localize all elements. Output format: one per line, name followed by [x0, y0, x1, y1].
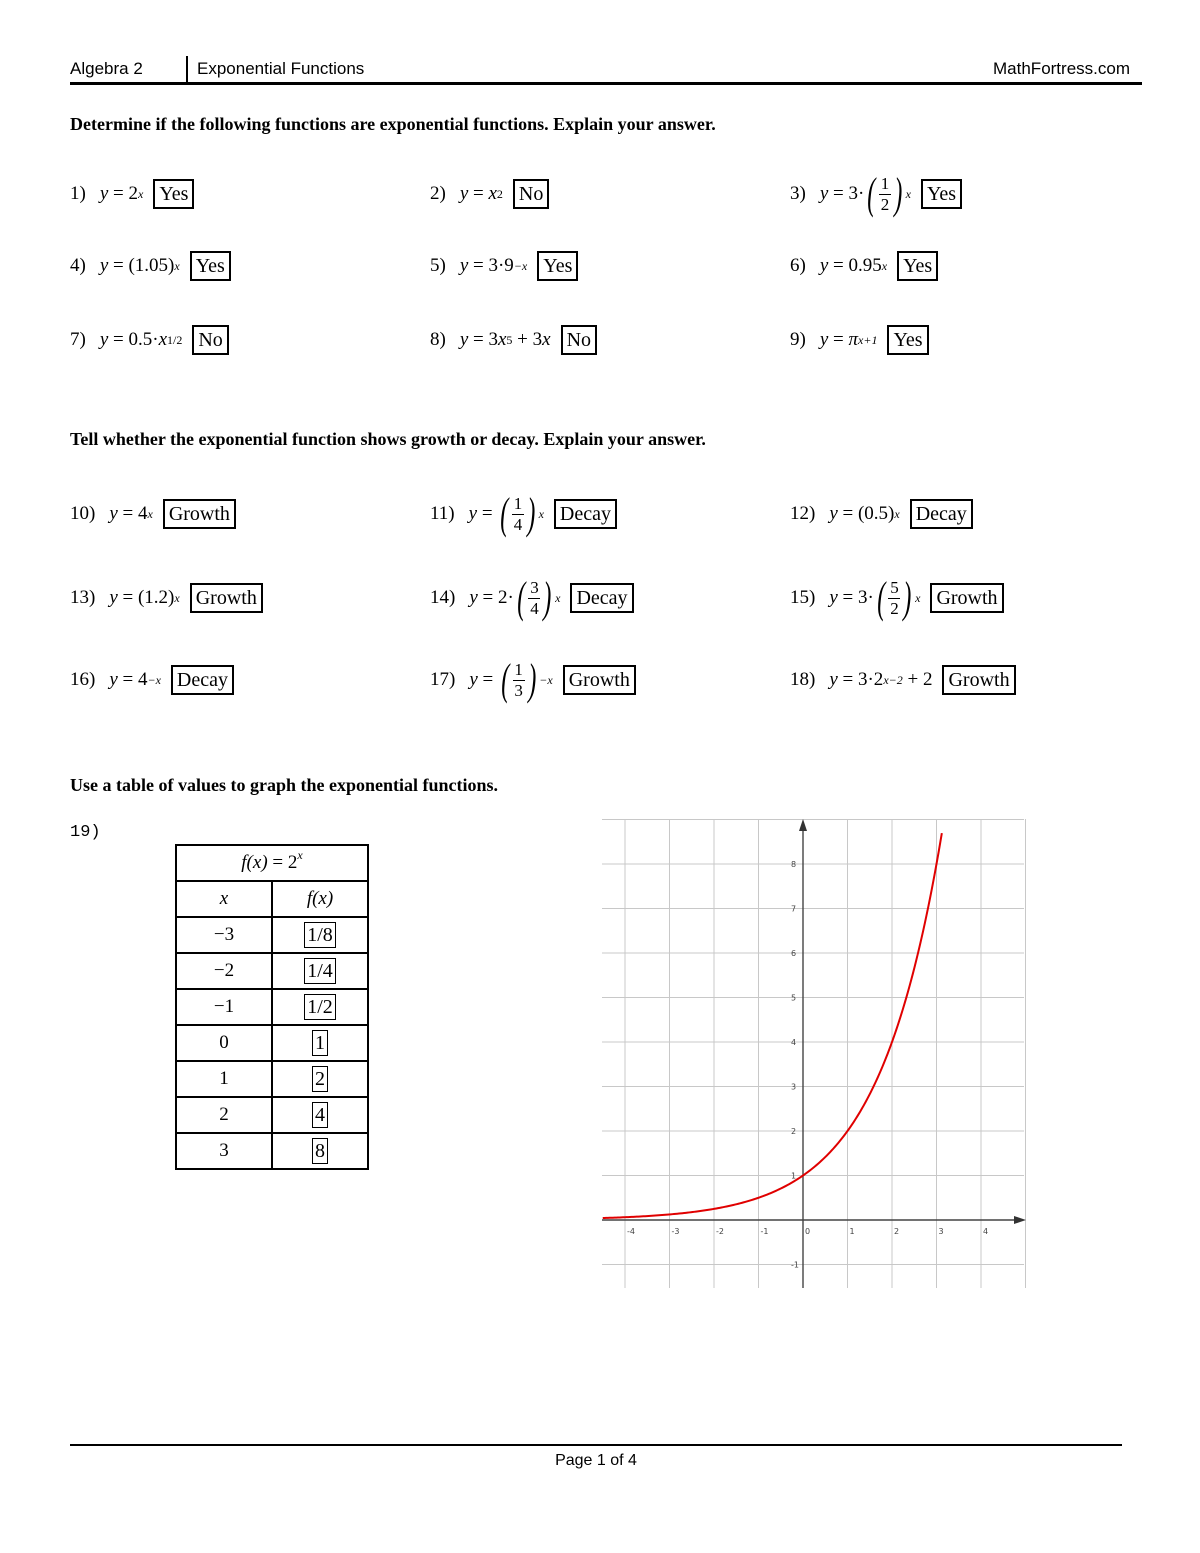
cell-x: −1	[176, 989, 272, 1025]
y-tick-label: 6	[791, 949, 797, 958]
problem-number: 12)	[790, 503, 816, 524]
cell-fx: 1/4	[304, 958, 336, 984]
x-tick-label: -4	[627, 1227, 635, 1236]
problem-number: 14)	[430, 587, 456, 608]
problem-expression: y = (0.5) x	[829, 503, 900, 524]
problem-number: 6)	[790, 255, 806, 276]
cell-x: −3	[176, 917, 272, 953]
problem-14	[430, 573, 634, 622]
problem-10	[70, 494, 236, 534]
problem-expression: y = 2· ( $\frac{3}{4}$ ) x	[469, 573, 561, 622]
problem-11	[430, 489, 617, 538]
problem-2	[430, 174, 549, 214]
table-row	[176, 917, 368, 953]
problem-expression: y = 3 x 5 + 3 x	[459, 329, 551, 350]
answer-box: Yes	[153, 179, 194, 209]
y-axis-arrow	[799, 819, 807, 831]
x-tick-label: 1	[849, 1227, 855, 1236]
cell-x: 2	[176, 1097, 272, 1133]
problem-number: 5)	[430, 255, 446, 276]
problem-expression: y = 4 −x	[109, 669, 161, 690]
answer-box: No	[192, 325, 228, 355]
cell-x: 1	[176, 1061, 272, 1097]
answer-box: Growth	[190, 583, 263, 613]
site-name: MathFortress.com	[993, 59, 1130, 78]
problem-7	[70, 320, 229, 360]
problem-number: 16)	[70, 669, 96, 690]
problem-6	[790, 246, 938, 286]
y-tick-label: 4	[791, 1038, 797, 1047]
answer-box: Yes	[537, 251, 578, 281]
problem-number: 11)	[430, 503, 455, 524]
problem-expression: y = π x+1	[819, 329, 878, 350]
table-title: $f(x) = 2^x$	[176, 845, 368, 881]
problem-expression: y = (1.2) x	[109, 587, 180, 608]
problem-number: 4)	[70, 255, 86, 276]
problem-13	[70, 578, 263, 618]
cell-fx: 1	[312, 1030, 328, 1056]
problem-expression: y = ( $\frac{1}{3}$ ) −x	[469, 655, 553, 704]
table-row	[176, 1133, 368, 1169]
section2-title: Tell whether the exponential function shows growth or decay. Explain your answer.	[70, 429, 706, 449]
problem-number: 15)	[790, 587, 816, 608]
problem-expression: y = 3· ( $\frac{5}{2}$ ) x	[829, 573, 921, 622]
problem-number: 7)	[70, 329, 86, 350]
y-tick-label: 8	[791, 860, 797, 869]
cell-fx: 1/8	[304, 922, 336, 948]
problem-expression: y = ( $\frac{1}{4}$ ) x	[468, 489, 544, 538]
table-row	[176, 1097, 368, 1133]
problem-expression: y = 4 x	[109, 503, 153, 524]
problem-18	[790, 660, 1016, 700]
problem-8	[430, 320, 597, 360]
problem-15	[790, 573, 1004, 622]
problem-expression: y = 3·2 x−2 + 2	[829, 669, 933, 690]
x-tick-label: -1	[760, 1227, 769, 1236]
answer-box: Decay	[910, 499, 973, 529]
problem-17	[430, 655, 636, 704]
problem-expression: y = 3·9 −x	[459, 255, 528, 276]
problem-number: 18)	[790, 669, 816, 690]
answer-box: Decay	[570, 583, 633, 613]
problem-12	[790, 494, 973, 534]
problem-4	[70, 246, 231, 286]
cell-fx: 8	[312, 1138, 328, 1164]
section3-title: Use a table of values to graph the exponential functions.	[70, 775, 499, 795]
problem-number: 1)	[70, 183, 86, 204]
cell-fx: 1/2	[304, 994, 336, 1020]
cell-x: 3	[176, 1133, 272, 1169]
answer-box: Growth	[563, 665, 636, 695]
y-tick-label: -1	[791, 1260, 799, 1270]
table-row	[176, 1061, 368, 1097]
y-tick-label: 7	[791, 904, 797, 914]
answer-box: Decay	[171, 665, 234, 695]
x-tick-label: -2	[716, 1227, 724, 1236]
problem-expression: y = 0.5· x 1/2	[99, 329, 183, 350]
x-axis-arrow	[1014, 1216, 1026, 1224]
problem-expression: y = 3· ( $\frac{1}{2}$ ) x	[819, 169, 911, 218]
problem-expression: y = 0.95 x	[819, 255, 888, 276]
answer-box: Growth	[942, 665, 1015, 695]
x-tick-label: 3	[938, 1227, 944, 1236]
cell-fx: 4	[312, 1102, 328, 1128]
problem-number: 13)	[70, 587, 96, 608]
cell-fx: 2	[312, 1066, 328, 1092]
topic-name: Exponential Functions	[197, 59, 365, 78]
problem-expression: y = 2 x	[99, 183, 144, 204]
section1-title: Determine if the following functions are exponential functions. Explain your answer.	[70, 114, 716, 134]
header-separator	[186, 56, 188, 82]
answer-box: Yes	[921, 179, 962, 209]
exponential-graph	[600, 815, 1030, 1290]
problem-expression: y = x 2	[459, 183, 503, 204]
page-number: Page 1 of 4	[555, 1452, 637, 1469]
problem-number: 17)	[430, 669, 456, 690]
problem-number: 2)	[430, 183, 446, 204]
problem-number: 9)	[790, 329, 806, 350]
answer-box: Yes	[897, 251, 938, 281]
problem-number: 8)	[430, 329, 446, 350]
x-tick-label: -3	[671, 1227, 680, 1236]
x-tick-label: 4	[983, 1227, 989, 1236]
answer-box: No	[513, 179, 549, 209]
answer-box: No	[561, 325, 597, 355]
problem-5	[430, 246, 578, 286]
series-line	[603, 833, 942, 1218]
values-table	[175, 844, 369, 1170]
table-row	[176, 1025, 368, 1061]
y-tick-label: 1	[791, 1171, 797, 1181]
problem-3	[790, 169, 962, 218]
page-header	[70, 56, 1142, 85]
y-tick-label: 3	[791, 1082, 797, 1092]
answer-box: Decay	[554, 499, 617, 529]
table-row	[176, 989, 368, 1025]
x-tick-label: 2	[894, 1227, 900, 1236]
y-tick-label: 5	[791, 993, 797, 1003]
problem-expression: y = (1.05) x	[99, 255, 180, 276]
problem-1	[70, 174, 194, 214]
x-tick-label: 0	[805, 1227, 811, 1236]
problem-9	[790, 320, 929, 360]
problem-number: 10)	[70, 503, 96, 524]
cell-x: −2	[176, 953, 272, 989]
cell-x: 0	[176, 1025, 272, 1061]
problem-number: 3)	[790, 183, 806, 204]
answer-box: Growth	[930, 583, 1003, 613]
answer-box: Yes	[887, 325, 928, 355]
col-header-fx: f(x)	[272, 881, 368, 917]
y-tick-label: 2	[791, 1127, 797, 1136]
page-footer	[70, 1444, 1122, 1470]
problem-19-number: 19)	[70, 823, 101, 842]
answer-box: Growth	[163, 499, 236, 529]
col-header-x: x	[176, 881, 272, 917]
answer-box: Yes	[190, 251, 231, 281]
course-name: Algebra 2	[70, 59, 143, 78]
problem-16	[70, 660, 234, 700]
table-row	[176, 953, 368, 989]
